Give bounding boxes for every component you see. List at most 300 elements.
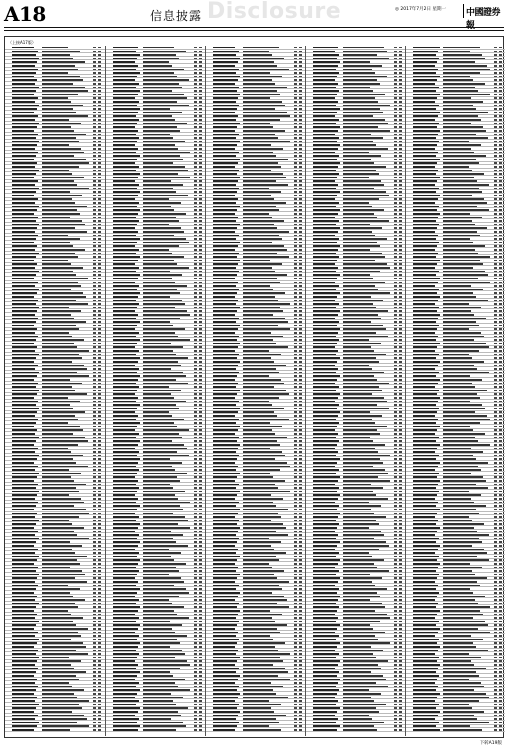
status-cell: [394, 458, 397, 460]
status-cell: [399, 603, 402, 605]
fund-name-cell: [343, 180, 381, 182]
status-cell: [294, 105, 297, 107]
fund-name-cell: [243, 173, 283, 175]
fund-name-cell: [42, 314, 71, 316]
fund-code-cell: [113, 177, 138, 179]
status-cell: [98, 675, 101, 677]
fund-name-cell: [143, 224, 169, 226]
status-cell: [93, 466, 96, 468]
status-cell: [494, 476, 497, 478]
status-cell: [98, 361, 101, 363]
fund-name-cell: [343, 195, 389, 197]
status-cell: [98, 700, 101, 702]
fund-name-cell: [42, 433, 73, 435]
status-cell: [294, 61, 297, 63]
fund-name-cell: [343, 476, 378, 478]
status-cell: [299, 426, 302, 428]
fund-code-cell: [12, 498, 35, 500]
status-cell: [294, 516, 297, 518]
fund-code-cell: [413, 700, 435, 702]
fund-code-cell: [113, 451, 139, 453]
fund-name-cell: [243, 365, 286, 367]
fund-code-cell: [313, 328, 340, 330]
status-cell: [199, 97, 202, 99]
status-cell: [499, 137, 502, 139]
status-cell: [394, 357, 397, 359]
status-cell: [399, 123, 402, 125]
fund-code-cell: [12, 123, 39, 125]
status-cell: [93, 184, 96, 186]
fund-code-cell: [413, 137, 436, 139]
fund-code-cell: [213, 581, 235, 583]
status-cell: [294, 97, 297, 99]
status-cell: [294, 339, 297, 341]
status-cell: [399, 689, 402, 691]
fund-code-cell: [12, 213, 34, 215]
status-cell: [194, 559, 197, 561]
fund-code-cell: [213, 534, 236, 536]
status-cell: [494, 213, 497, 215]
status-cell: [93, 87, 96, 89]
status-cell: [394, 632, 397, 634]
status-cell: [499, 556, 502, 558]
fund-name-cell: [42, 534, 77, 536]
fund-name-cell: [42, 440, 88, 442]
fund-code-cell: [213, 610, 240, 612]
status-cell: [199, 69, 202, 71]
fund-code-cell: [413, 650, 438, 652]
fund-name-cell: [343, 675, 383, 677]
fund-code-cell: [12, 422, 36, 424]
status-cell: [399, 722, 402, 724]
fund-name-cell: [143, 76, 177, 78]
status-cell: [399, 437, 402, 439]
fund-name-cell: [443, 404, 482, 406]
fund-code-cell: [313, 224, 336, 226]
status-cell: [194, 278, 197, 280]
status-cell: [93, 411, 96, 413]
status-cell: [93, 725, 96, 727]
fund-code-cell: [113, 462, 138, 464]
fund-code-cell: [213, 592, 240, 594]
fund-code-cell: [313, 336, 336, 338]
fund-name-cell: [243, 372, 279, 374]
fund-name-cell: [343, 437, 370, 439]
status-cell: [299, 505, 302, 507]
status-cell: [494, 527, 497, 529]
status-cell: [294, 577, 297, 579]
status-cell: [98, 267, 101, 269]
fund-name-cell: [243, 487, 278, 489]
fund-code-cell: [12, 289, 39, 291]
fund-name-cell: [443, 386, 475, 388]
status-cell: [194, 137, 197, 139]
status-cell: [294, 559, 297, 561]
status-cell: [394, 101, 397, 103]
fund-name-cell: [443, 159, 476, 161]
fund-code-cell: [313, 440, 339, 442]
fund-name-cell: [443, 130, 486, 132]
fund-name-cell: [243, 693, 276, 695]
fund-name-cell: [343, 137, 383, 139]
fund-code-cell: [413, 505, 436, 507]
status-cell: [499, 411, 502, 413]
status-cell: [499, 577, 502, 579]
fund-code-cell: [313, 505, 339, 507]
status-cell: [299, 343, 302, 345]
fund-code-cell: [213, 296, 235, 298]
fund-name-cell: [343, 101, 378, 103]
fund-name-cell: [143, 592, 189, 594]
fund-name-cell: [343, 300, 383, 302]
status-cell: [399, 97, 402, 99]
fund-code-cell: [413, 198, 438, 200]
status-cell: [98, 429, 101, 431]
status-cell: [199, 628, 202, 630]
status-cell: [199, 462, 202, 464]
status-cell: [494, 686, 497, 688]
status-cell: [299, 440, 302, 442]
status-cell: [494, 235, 497, 237]
fund-name-cell: [143, 462, 182, 464]
status-cell: [399, 296, 402, 298]
fund-code-cell: [413, 134, 438, 136]
status-cell: [299, 274, 302, 276]
status-cell: [499, 599, 502, 601]
status-cell: [299, 310, 302, 312]
fund-name-cell: [143, 563, 186, 565]
status-cell: [93, 664, 96, 666]
fund-code-cell: [313, 415, 338, 417]
status-cell: [394, 700, 397, 702]
fund-code-cell: [413, 516, 435, 518]
fund-name-cell: [443, 664, 474, 666]
fund-name-cell: [243, 249, 287, 251]
fund-name-cell: [143, 383, 188, 385]
status-cell: [394, 679, 397, 681]
fund-code-cell: [12, 426, 34, 428]
fund-code-cell: [12, 83, 35, 85]
status-cell: [194, 621, 197, 623]
status-cell: [294, 585, 297, 587]
fund-name-cell: [42, 729, 70, 731]
fund-name-cell: [42, 307, 69, 309]
fund-code-cell: [413, 83, 435, 85]
status-cell: [98, 184, 101, 186]
status-cell: [299, 581, 302, 583]
status-cell: [98, 134, 101, 136]
status-cell: [294, 144, 297, 146]
fund-name-cell: [42, 346, 77, 348]
fund-name-cell: [243, 426, 282, 428]
fund-name-cell: [343, 693, 381, 695]
status-cell: [98, 610, 101, 612]
status-cell: [294, 253, 297, 255]
status-cell: [93, 249, 96, 251]
fund-name-cell: [243, 603, 277, 605]
status-cell: [399, 711, 402, 713]
fund-code-cell: [413, 444, 440, 446]
fund-name-cell: [443, 541, 482, 543]
status-cell: [494, 621, 497, 623]
fund-code-cell: [113, 318, 136, 320]
status-cell: [93, 520, 96, 522]
fund-code-cell: [413, 256, 436, 258]
status-cell: [199, 697, 202, 699]
fund-name-cell: [143, 484, 170, 486]
status-cell: [299, 372, 302, 374]
status-cell: [294, 642, 297, 644]
fund-name-cell: [243, 444, 280, 446]
status-cell: [394, 220, 397, 222]
status-cell: [299, 491, 302, 493]
fund-code-cell: [213, 704, 239, 706]
status-cell: [399, 415, 402, 417]
fund-name-cell: [343, 289, 378, 291]
fund-name-cell: [42, 689, 84, 691]
fund-code-cell: [313, 343, 337, 345]
status-cell: [194, 390, 197, 392]
fund-name-cell: [143, 437, 182, 439]
status-cell: [199, 621, 202, 623]
status-cell: [194, 375, 197, 377]
fund-code-cell: [213, 260, 240, 262]
status-cell: [98, 61, 101, 63]
status-cell: [98, 379, 101, 381]
status-cell: [299, 285, 302, 287]
status-cell: [98, 448, 101, 450]
fund-name-cell: [143, 166, 185, 168]
fund-code-cell: [213, 383, 238, 385]
fund-name-cell: [443, 310, 471, 312]
fund-code-cell: [12, 314, 35, 316]
fund-name-cell: [42, 592, 70, 594]
fund-code-cell: [12, 466, 38, 468]
status-cell: [399, 58, 402, 60]
fund-code-cell: [313, 296, 337, 298]
fund-name-cell: [243, 473, 270, 475]
status-cell: [399, 484, 402, 486]
fund-code-cell: [413, 321, 436, 323]
fund-name-cell: [243, 686, 283, 688]
fund-code-cell: [413, 289, 439, 291]
status-cell: [93, 119, 96, 121]
fund-code-cell: [413, 343, 440, 345]
fund-code-cell: [113, 664, 138, 666]
fund-code-cell: [413, 513, 437, 515]
fund-name-cell: [143, 440, 172, 442]
status-cell: [499, 206, 502, 208]
status-cell: [194, 592, 197, 594]
status-cell: [399, 328, 402, 330]
status-cell: [98, 137, 101, 139]
fund-name-cell: [143, 697, 183, 699]
fund-name-cell: [443, 552, 487, 554]
fund-name-cell: [42, 581, 87, 583]
fund-code-cell: [12, 628, 34, 630]
status-cell: [399, 346, 402, 348]
status-cell: [194, 83, 197, 85]
fund-code-cell: [313, 411, 340, 413]
fund-name-cell: [243, 123, 270, 125]
fund-code-cell: [413, 372, 439, 374]
status-cell: [399, 451, 402, 453]
status-cell: [299, 267, 302, 269]
fund-code-cell: [413, 603, 438, 605]
fund-code-cell: [12, 97, 38, 99]
fund-code-cell: [313, 491, 337, 493]
fund-name-cell: [143, 58, 179, 60]
status-cell: [199, 401, 202, 403]
fund-name-cell: [143, 646, 170, 648]
table-row: [406, 728, 505, 732]
status-cell: [299, 433, 302, 435]
fund-name-cell: [343, 238, 387, 240]
status-cell: [299, 242, 302, 244]
status-cell: [93, 379, 96, 381]
status-cell: [98, 556, 101, 558]
fund-name-cell: [42, 271, 73, 273]
status-cell: [199, 433, 202, 435]
status-cell: [93, 650, 96, 652]
status-cell: [199, 390, 202, 392]
fund-code-cell: [213, 209, 237, 211]
status-cell: [294, 155, 297, 157]
fund-code-cell: [213, 289, 239, 291]
fund-name-cell: [243, 621, 275, 623]
fund-code-cell: [113, 393, 135, 395]
fund-code-cell: [12, 375, 37, 377]
fund-name-cell: [143, 314, 190, 316]
status-cell: [294, 458, 297, 460]
status-cell: [299, 462, 302, 464]
fund-code-cell: [413, 245, 437, 247]
fund-name-cell: [443, 635, 471, 637]
fund-code-cell: [413, 170, 438, 172]
fund-code-cell: [413, 79, 437, 81]
fund-code-cell: [313, 256, 339, 258]
fund-code-cell: [12, 588, 36, 590]
status-cell: [299, 516, 302, 518]
fund-name-cell: [343, 632, 385, 634]
status-cell: [394, 480, 397, 482]
status-cell: [394, 339, 397, 341]
fund-code-cell: [113, 729, 138, 731]
status-cell: [194, 220, 197, 222]
status-cell: [499, 365, 502, 367]
fund-code-cell: [12, 614, 37, 616]
fund-name-cell: [243, 653, 290, 655]
status-cell: [294, 296, 297, 298]
status-cell: [294, 722, 297, 724]
fund-code-cell: [113, 97, 135, 99]
status-cell: [494, 523, 497, 525]
status-cell: [299, 480, 302, 482]
status-cell: [93, 343, 96, 345]
status-cell: [399, 386, 402, 388]
status-cell: [499, 585, 502, 587]
fund-code-cell: [113, 368, 139, 370]
status-cell: [499, 635, 502, 637]
fund-name-cell: [343, 614, 387, 616]
status-cell: [199, 274, 202, 276]
fund-code-cell: [12, 653, 36, 655]
fund-name-cell: [42, 487, 76, 489]
fund-code-cell: [213, 130, 235, 132]
status-cell: [299, 567, 302, 569]
fund-code-cell: [313, 162, 340, 164]
status-cell: [294, 390, 297, 392]
fund-name-cell: [443, 707, 472, 709]
fund-name-cell: [443, 516, 469, 518]
fund-name-cell: [343, 245, 380, 247]
status-cell: [194, 144, 197, 146]
status-cell: [194, 260, 197, 262]
fund-name-cell: [42, 484, 86, 486]
fund-name-cell: [42, 408, 73, 410]
status-cell: [93, 274, 96, 276]
status-cell: [194, 177, 197, 179]
status-cell: [199, 152, 202, 154]
status-cell: [194, 624, 197, 626]
fund-code-cell: [313, 473, 336, 475]
fund-name-cell: [443, 440, 478, 442]
fund-name-cell: [243, 462, 287, 464]
status-cell: [98, 123, 101, 125]
fund-code-cell: [413, 260, 440, 262]
fund-name-cell: [143, 408, 179, 410]
fund-code-cell: [12, 256, 36, 258]
status-cell: [499, 245, 502, 247]
fund-name-cell: [343, 549, 379, 551]
fund-code-cell: [113, 480, 138, 482]
status-cell: [194, 213, 197, 215]
status-cell: [194, 502, 197, 504]
fund-code-cell: [413, 159, 440, 161]
status-cell: [194, 115, 197, 117]
fund-name-cell: [243, 155, 276, 157]
status-cell: [294, 635, 297, 637]
fund-name-cell: [42, 671, 86, 673]
status-cell: [98, 660, 101, 662]
fund-name-cell: [143, 256, 184, 258]
status-cell: [98, 354, 101, 356]
status-cell: [294, 119, 297, 121]
status-cell: [399, 444, 402, 446]
status-cell: [294, 137, 297, 139]
status-cell: [93, 285, 96, 287]
status-cell: [494, 162, 497, 164]
fund-code-cell: [213, 112, 235, 114]
fund-name-cell: [343, 660, 388, 662]
fund-name-cell: [143, 115, 172, 117]
status-cell: [294, 206, 297, 208]
fund-code-cell: [113, 256, 140, 258]
fund-name-cell: [243, 332, 271, 334]
status-cell: [194, 227, 197, 229]
fund-code-cell: [313, 310, 340, 312]
status-cell: [499, 502, 502, 504]
fund-name-cell: [42, 54, 70, 56]
fund-code-cell: [313, 397, 338, 399]
fund-code-cell: [12, 596, 37, 598]
fund-name-cell: [42, 368, 87, 370]
fund-name-cell: [42, 170, 69, 172]
status-cell: [399, 513, 402, 515]
status-cell: [499, 628, 502, 630]
fund-name-cell: [42, 397, 68, 399]
status-cell: [98, 292, 101, 294]
